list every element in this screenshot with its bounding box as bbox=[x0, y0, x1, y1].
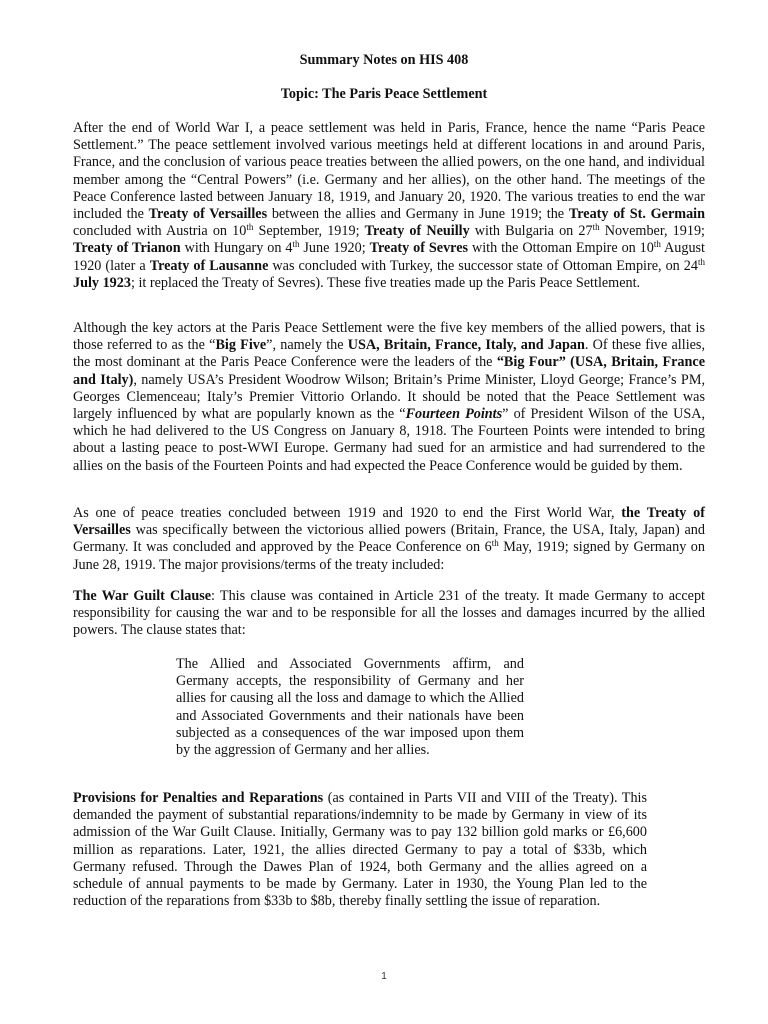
text-run: with Bulgaria on 27 bbox=[469, 223, 593, 240]
text-run: between the allies and Germany in June 1919; the bbox=[267, 206, 569, 223]
document-title: Summary Notes on HIS 408 bbox=[299, 52, 469, 68]
text-run: After the end of World War I, a peace settlement was held in Paris, France, hence the name “Paris Peace Settlement.” The peace settlement involved various meetings held at different locations in and around Paris, France, and the conclusion of various peace treaties between the allied powers, on the one hand, and individual member among the “Central Powers” (i.e. Germany and her allies), on the other hand. The meetings of the Peace Conference lasted between January 18, 1919, and January 20, 1920. The various treaties to end the war included the bbox=[73, 120, 705, 223]
treaty-trianon-term: Treaty of Trianon bbox=[73, 240, 181, 257]
text-run: June 1920; bbox=[299, 240, 370, 257]
text-run: : This clause was contained in Article 231 of the treaty. It made Germany to accept responsibility for causing the war and to be responsible for all the losses and damages incurred by the allied powers. The clause states that: bbox=[73, 588, 705, 639]
text-run: with Hungary on 4 bbox=[180, 240, 293, 257]
text-run: was specifically between the victorious allied powers (Britain, France, the USA, Italy, Japan) and Germany. It was concluded and approved by the Peace Conference on 6 bbox=[73, 522, 705, 556]
ordinal-suffix: th bbox=[653, 239, 661, 250]
paragraph-treaty-versailles bbox=[73, 505, 705, 574]
text-run: with the Ottoman Empire on 10 bbox=[468, 240, 654, 257]
ordinal-suffix: th bbox=[246, 222, 254, 233]
war-guilt-clause-term: The War Guilt Clause bbox=[73, 588, 212, 604]
paragraph-introduction bbox=[73, 120, 705, 292]
ordinal-suffix: th bbox=[491, 538, 499, 549]
big-five-members: USA, Britain, France, Italy, and Japan bbox=[347, 337, 585, 354]
lausanne-date: July 1923 bbox=[73, 274, 131, 291]
treaty-sevres-term: Treaty of Sevres bbox=[369, 240, 469, 257]
fourteen-points-term: Fourteen Points bbox=[405, 406, 503, 423]
big-five-term: Big Five bbox=[215, 337, 267, 354]
block-quote-article-231: The Allied and Associated Governments affirm, and Germany accepts, the responsibility of Germany and her allies for causing all the loss and damage to which the Allied and Associated Governments and their nationals have been subjected as a consequences of the war imposed upon them by the aggression of Germany and her allies. bbox=[176, 656, 524, 759]
topic-heading: Topic: The Paris Peace Settlement bbox=[280, 86, 488, 102]
paragraph-war-guilt-clause bbox=[73, 588, 705, 640]
text-run: Although the key actors at the Paris Peace Settlement were the five key members of the allied powers, that is those referred to as the “ bbox=[73, 320, 705, 354]
text-run: (as contained in Parts VII and VIII of the Treaty). This demanded the payment of substantial reparations/indemnity to be made by Germany in view of its admission of the War Guilt Clause. Initially, Germany was to pay 132 billion gold marks or £6,600 million as reparations. Later, 1921, the allies directed Germany to pay a total of $33b, which Germany refused. Through the Dawes Plan of 1924, both Germany and the allies agreed on a schedule of annual payments to be made by Germany. Later in 1930, the Young Plan led to the reduction of the reparations from $33b to $8b, thereby finally settling the issue of reparation. bbox=[73, 790, 647, 910]
treaty-versailles-term: Treaty of Versailles bbox=[148, 206, 268, 223]
text-run: May, 1919; signed by Germany on June 28, 1919. The major provisions/terms of the treaty included: bbox=[73, 539, 705, 573]
treaty-st-germain-term: Treaty of St. Germain bbox=[568, 206, 706, 223]
treaty-neuilly-term: Treaty of Neuilly bbox=[364, 223, 470, 240]
big-four-term: “Big Four” (USA, Britain, France and Italy) bbox=[73, 354, 705, 388]
text-run: . Of these five allies, the most dominant at the Paris Peace Conference were the leaders of the bbox=[73, 337, 705, 371]
text-run: ; it replaced the Treaty of Sevres). These five treaties made up the Paris Peace Settlement. bbox=[130, 274, 641, 291]
ordinal-suffix: th bbox=[697, 256, 705, 267]
reparations-term: Provisions for Penalties and Reparations bbox=[73, 790, 324, 806]
ordinal-suffix: th bbox=[292, 239, 300, 250]
treaty-lausanne-term: Treaty of Lausanne bbox=[149, 257, 269, 274]
text-run: August 1920 (later a bbox=[73, 240, 705, 274]
text-run: November, 1919; bbox=[599, 223, 705, 240]
text-run: concluded with Austria on 10 bbox=[73, 223, 247, 240]
text-run: ” of President Wilson of the USA, which he had delivered to the US Congress on January 8, 1918. The Fourteen Points were intended to bring about a lasting peace to post-WWI Europe. Germany had sued for an armistice and had surrendered to the allies on the basis of the Fourteen Points and had expected the Peace Conference would be guided by them. bbox=[73, 406, 706, 474]
paragraph-reparations bbox=[73, 790, 647, 910]
ordinal-suffix: th bbox=[592, 222, 600, 233]
text-run: September, 1919; bbox=[253, 223, 365, 240]
page-number: 1 bbox=[381, 971, 387, 982]
text-run: , namely USA’s President Woodrow Wilson; Britain’s Prime Minister, Lloyd George; France’s PM, Georges Clemenceau; Italy’s Premier Vittorio Orlando. It should be noted that the Peace Settlement was largely influenced by what are popularly known as the “ bbox=[73, 371, 705, 423]
text-run: As one of peace treaties concluded between 1919 and 1920 to end the First World War, bbox=[73, 505, 622, 521]
paragraph-big-five bbox=[73, 320, 705, 475]
treaty-versailles-term: the Treaty of Versailles bbox=[73, 505, 705, 539]
text-run: was concluded with Turkey, the successor state of Ottoman Empire, on 24 bbox=[268, 257, 698, 274]
text-run: ”, namely the bbox=[266, 337, 348, 354]
